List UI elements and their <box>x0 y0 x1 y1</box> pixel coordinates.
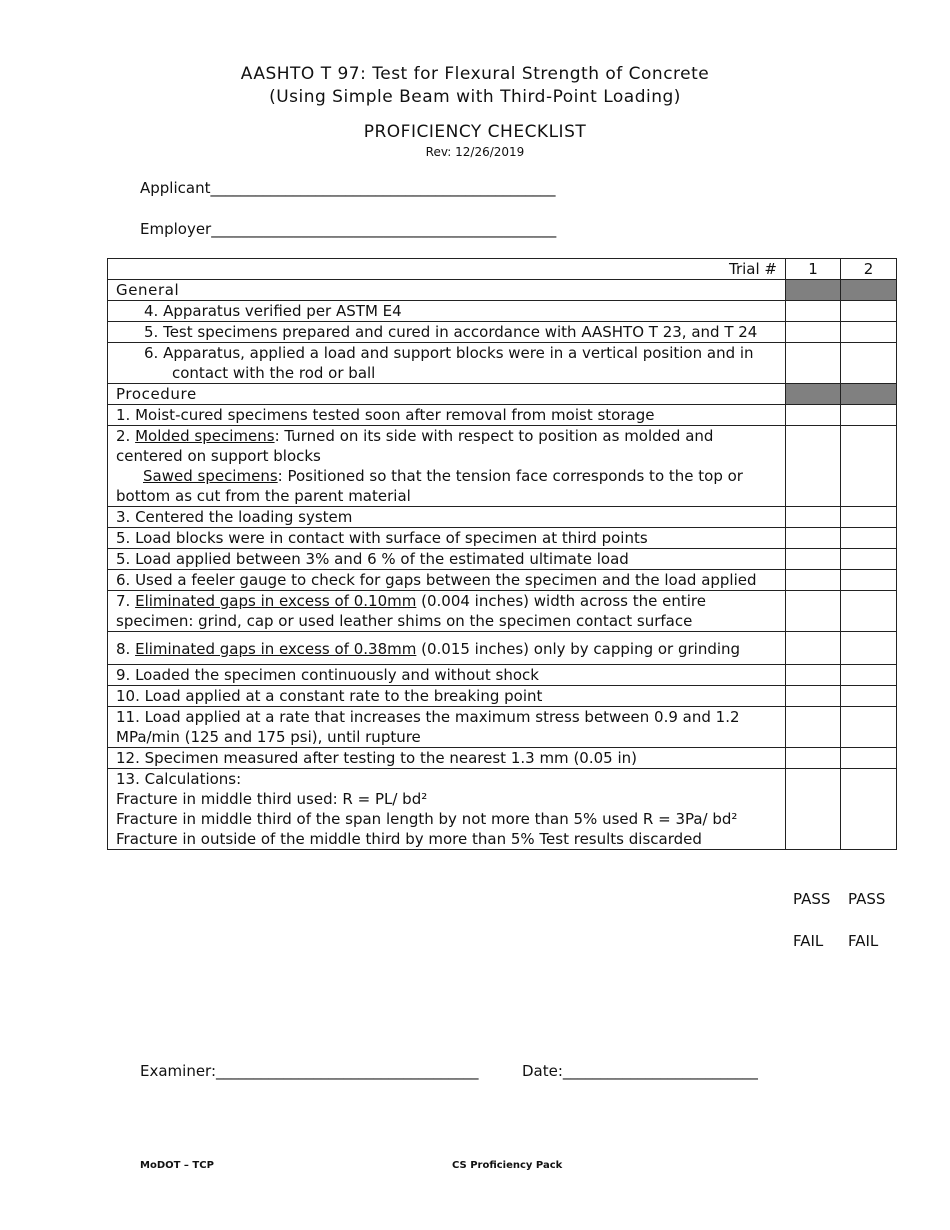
trial-1-check[interactable] <box>786 405 841 426</box>
examiner-field[interactable]: Examiner:___________________________________ <box>140 1062 479 1080</box>
table-row <box>108 322 897 343</box>
table-row <box>108 707 897 748</box>
item-procedure-11: 11. Load applied at a rate that increases the maximum stress between 0.9 and 1.2 MPa/min (125 and 175 psi), until rupture <box>108 707 786 748</box>
calc-line-3: Fracture in outside of the middle third by more than 5% Test results discarded <box>116 830 702 848</box>
item-procedure-6: 6. Used a feeler gauge to check for gaps between the specimen and the load applied <box>108 570 786 591</box>
trial-header-row <box>108 259 897 280</box>
item-procedure-8 <box>108 632 786 665</box>
checklist-table <box>107 258 897 850</box>
item-procedure-3: 3. Centered the loading system <box>108 507 786 528</box>
trial-2-check[interactable] <box>841 301 897 322</box>
trial-1-check[interactable] <box>786 665 841 686</box>
item-general-4: 4. Apparatus verified per ASTM E4 <box>108 301 786 322</box>
section-general <box>108 280 897 301</box>
section-general-label: General <box>108 280 786 301</box>
trial-2-check[interactable] <box>841 707 897 748</box>
table-row <box>108 405 897 426</box>
shaded-cell <box>841 280 897 301</box>
table-row <box>108 686 897 707</box>
item-number: 8. <box>116 640 136 658</box>
table-row <box>108 426 897 507</box>
shaded-cell <box>786 384 841 405</box>
shaded-cell <box>841 384 897 405</box>
trial-1-check[interactable] <box>786 591 841 632</box>
table-row <box>108 507 897 528</box>
trial-2-check[interactable] <box>841 343 897 384</box>
sawed-specimens-text: : Positioned so that the tension face corresponds to the top or bottom as cut from the parent material <box>116 467 743 505</box>
employer-field[interactable]: Employer______________________________________________ <box>140 220 557 238</box>
calc-line-1: Fracture in middle third used: R = PL/ bd² <box>116 790 428 808</box>
title-line-1: AASHTO T 97: Test for Flexural Strength of Concrete <box>240 64 710 84</box>
item-procedure-5b: 5. Load applied between 3% and 6 % of the estimated ultimate load <box>108 549 786 570</box>
table-row <box>108 748 897 769</box>
fail-trial-1[interactable]: FAIL <box>793 932 824 950</box>
item-procedure-2 <box>108 426 786 507</box>
item-procedure-12: 12. Specimen measured after testing to the nearest 1.3 mm (0.05 in) <box>108 748 786 769</box>
item-procedure-5a: 5. Load blocks were in contact with surface of specimen at third points <box>108 528 786 549</box>
trial-1-check[interactable] <box>786 570 841 591</box>
trial-2-check[interactable] <box>841 665 897 686</box>
fail-trial-2[interactable]: FAIL <box>848 932 879 950</box>
shaded-cell <box>786 280 841 301</box>
trial-2-header: 2 <box>841 259 897 280</box>
trial-2-check[interactable] <box>841 748 897 769</box>
trial-2-check[interactable] <box>841 405 897 426</box>
title-line-2: (Using Simple Beam with Third-Point Loading) <box>269 87 681 107</box>
gap-010-text: (0.004 inches) width across the entire specimen: grind, cap or used leather shims on the specimen contact surface <box>116 592 706 630</box>
trial-label: Trial # <box>108 259 786 280</box>
pass-trial-2[interactable]: PASS <box>848 890 886 908</box>
gap-038-term: Eliminated gaps in excess of 0.38mm <box>135 640 417 658</box>
calculations-heading: 13. Calculations: <box>116 770 242 788</box>
footer-left: MoDOT – TCP <box>140 1160 214 1171</box>
item-procedure-10: 10. Load applied at a constant rate to the breaking point <box>108 686 786 707</box>
table-row <box>108 301 897 322</box>
gap-010-term: Eliminated gaps in excess of 0.10mm <box>135 592 417 610</box>
table-row <box>108 665 897 686</box>
trial-1-header: 1 <box>786 259 841 280</box>
trial-1-check[interactable] <box>786 301 841 322</box>
footer-center: CS Proficiency Pack <box>452 1160 563 1171</box>
table-row <box>108 591 897 632</box>
trial-1-check[interactable] <box>786 343 841 384</box>
trial-2-check[interactable] <box>841 686 897 707</box>
pass-trial-1[interactable]: PASS <box>793 890 831 908</box>
trial-1-check[interactable] <box>786 528 841 549</box>
table-row <box>108 570 897 591</box>
sawed-specimens-term: Sawed specimens <box>143 467 278 485</box>
revision-date: Rev: 12/26/2019 <box>425 145 525 159</box>
date-field[interactable]: Date:__________________________ <box>522 1062 758 1080</box>
item-procedure-1: 1. Moist-cured specimens tested soon after removal from moist storage <box>108 405 786 426</box>
table-row <box>108 549 897 570</box>
gap-038-text: (0.015 inches) only by capping or grinding <box>416 640 741 658</box>
trial-2-check[interactable] <box>841 632 897 665</box>
checklist-heading: PROFICIENCY CHECKLIST <box>363 122 587 142</box>
trial-1-check[interactable] <box>786 549 841 570</box>
trial-1-check[interactable] <box>786 748 841 769</box>
table-row <box>108 343 897 384</box>
trial-1-check[interactable] <box>786 322 841 343</box>
item-general-6: 6. Apparatus, applied a load and support blocks were in a vertical position and in contact with the rod or ball <box>108 343 786 384</box>
item-number: 7. <box>116 592 136 610</box>
molded-specimens-text: : Turned on its side with respect to position as molded and centered on support blocks <box>116 427 714 465</box>
trial-2-check[interactable] <box>841 528 897 549</box>
item-number: 2. <box>116 427 136 445</box>
section-procedure-label: Procedure <box>108 384 786 405</box>
trial-2-check[interactable] <box>841 769 897 850</box>
trial-2-check[interactable] <box>841 507 897 528</box>
section-procedure <box>108 384 897 405</box>
trial-1-check[interactable] <box>786 686 841 707</box>
table-row <box>108 528 897 549</box>
trial-2-check[interactable] <box>841 591 897 632</box>
trial-1-check[interactable] <box>786 426 841 507</box>
molded-specimens-term: Molded specimens <box>135 427 275 445</box>
trial-2-check[interactable] <box>841 322 897 343</box>
applicant-field[interactable]: Applicant______________________________________________ <box>140 179 556 197</box>
trial-1-check[interactable] <box>786 632 841 665</box>
table-row <box>108 769 897 850</box>
trial-1-check[interactable] <box>786 707 841 748</box>
trial-2-check[interactable] <box>841 426 897 507</box>
item-general-5: 5. Test specimens prepared and cured in accordance with AASHTO T 23, and T 24 <box>108 322 786 343</box>
trial-2-check[interactable] <box>841 549 897 570</box>
calc-line-2: Fracture in middle third of the span length by not more than 5% used R = 3Pa/ bd² <box>116 810 738 828</box>
item-procedure-7 <box>108 591 786 632</box>
trial-1-check[interactable] <box>786 507 841 528</box>
item-procedure-9: 9. Loaded the specimen continuously and without shock <box>108 665 786 686</box>
table-row <box>108 632 897 665</box>
trial-2-check[interactable] <box>841 570 897 591</box>
trial-1-check[interactable] <box>786 769 841 850</box>
item-procedure-13 <box>108 769 786 850</box>
